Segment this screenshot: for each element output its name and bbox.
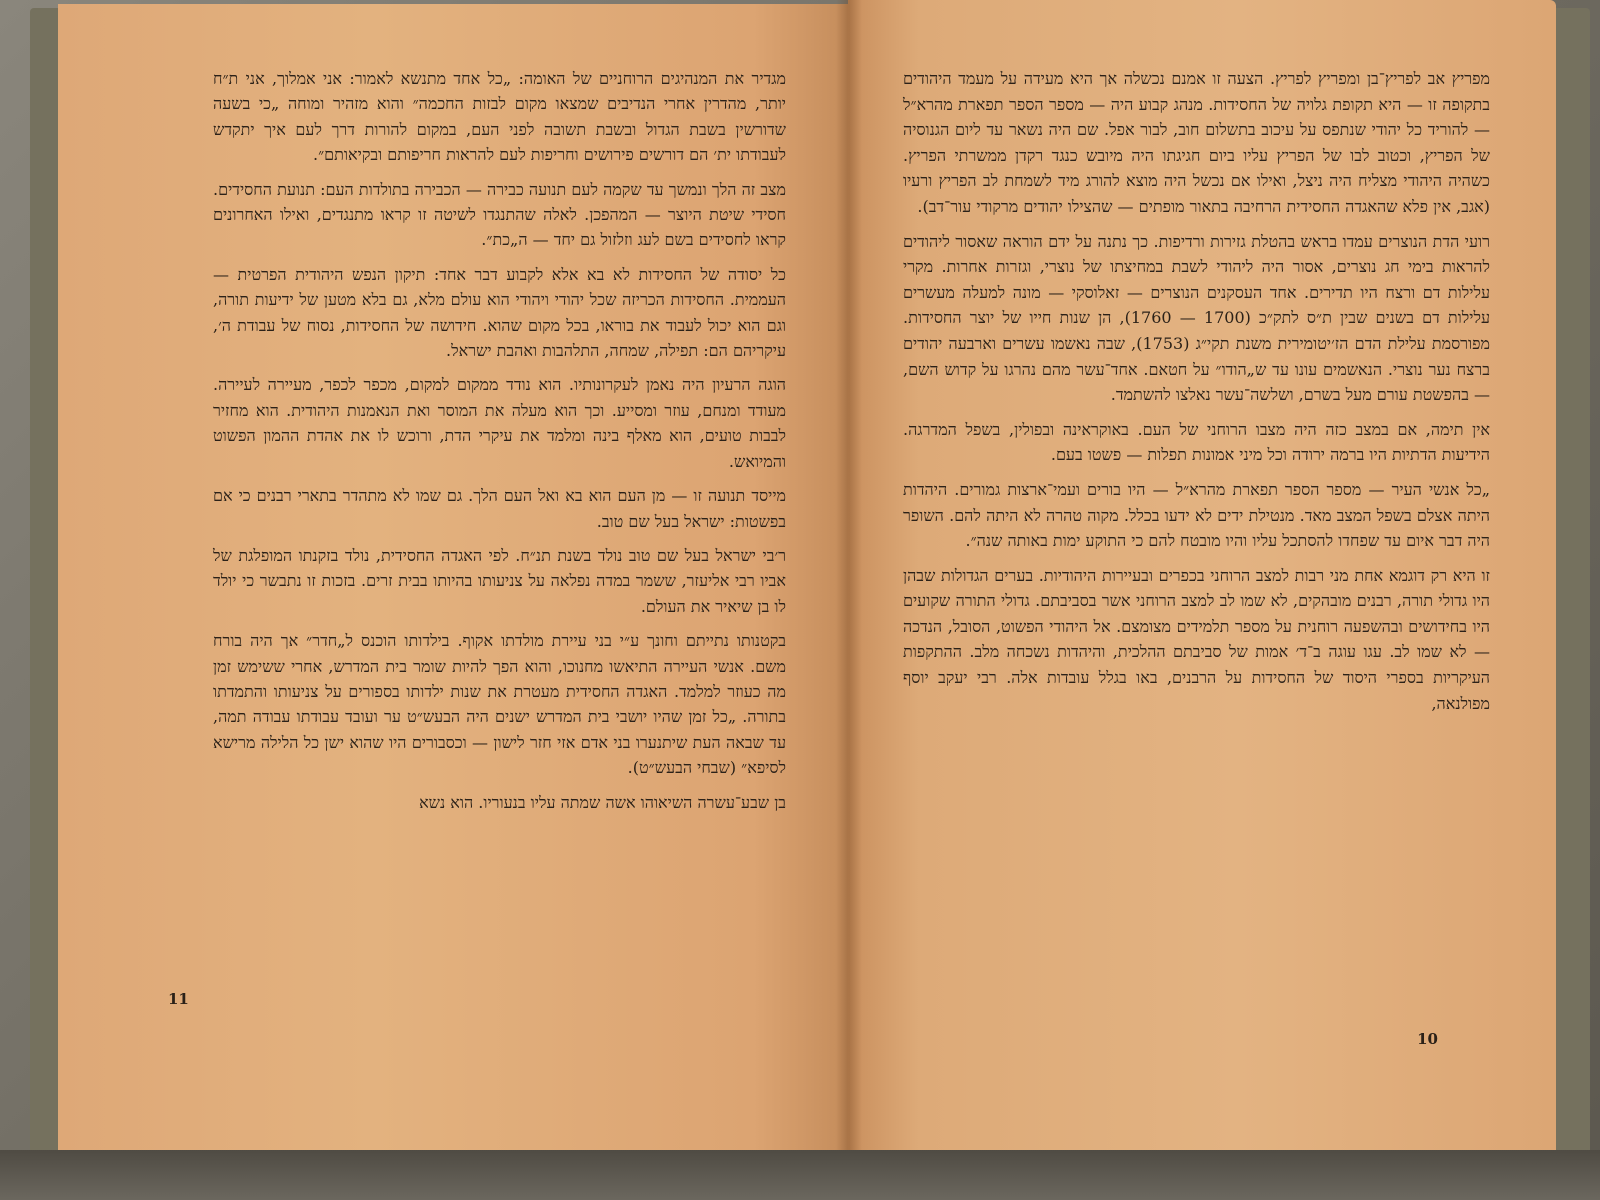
paragraph: זו היא רק דוגמא אחת מני רבות למצב הרוחני בכפרים ובעיירות היהודיות. בערים הגדולות שבהן היו גדולי תורה, רבנים מובהקים, לא שמו לב למצב הרוחני אשר בסביבתם. גדולי התורה שקועים היו בחידושים ובהשפעה רוחנית על מספר תלמידים מצומצם. אל היהודי הפשוט, הסובל, הנדכה — לא שמו לב. עגו עוגה ב־ד׳ אמות של סביבתם ההלכית, והיהדות נשכחה מלב. ההתקפות העיקריות בספרי היסוד של החסידות על הרבנים, באו בגלל עובדות אלה. רבי יעקב יוסף מפולנאה,	[903, 565, 1491, 713]
paragraph: הוגה הרעיון היה נאמן לעקרונותיו. הוא נודד ממקום למקום, מכפר לכפר, מעיירה לעיירה. מעודד ומנחם, עוזר ומסייע. וכך הוא מעלה את המוסר ואת הנאמנות היהודית. הוא מחזיר לבבות טועים, הוא מאלף בינה ומלמד את עיקרי הדת, ורוכש לו את אהדת ההמון הפשוט והמיואש.	[213, 375, 786, 471]
paragraph: רועי הדת הנוצרים עמדו בראש בהטלת גזירות ורדיפות. כך נתנה על ידם הוראה שאסור ליהודים להראות בימי חג נוצרים, אסור היה ליהודי לשבת במחיצתו של נוצרי, וגזרות אחרות. מקרי עלילות דם ורצח היו תדירים. אחד העסקנים הנוצרים — זאלוסקי — מונה למעלה מעשרים עלילות דם בשנים שבין ת״ס לתק״כ (1700 — 1760), הן שנות חייו של יוצר החסידות. מפורסמת עלילת הדם הז׳יטומירית משנת תקי״ג (1753), שבה נאשמו עשרים וארבעה יהודים ברצח נער נוצרי. הנאשמים עונו עד ש„הודו״ על חטאם. אחד־עשר מהם נהרגו על קדוש השם, — בהפשטת עורם מעל בשרם, ושלשה־עשר נאלצו להשתמד.	[903, 231, 1491, 405]
paragraph: מייסד תנועה זו — מן העם הוא בא ואל העם הלך. גם שמו לא מתהדר בתארי רבנים כי אם בפשטות: ישראל בעל שם טוב.	[213, 486, 786, 531]
page-number: 11	[168, 990, 189, 1008]
left-page	[58, 4, 848, 1154]
paragraph: כל יסודה של החסידות לא בא אלא לקבוע דבר אחד: תיקון הנפש היהודית הפרטית — העממית. החסידות הכריזה שכל יהודי ויהודי הוא עולם מלא, גם בלא מטען של ידיעות תורה, וגם הוא יכול לעבוד את בוראו, בכל מקום שהוא. חידושה של החסידות, נסוח של עבודת ה׳, עיקריהם הם: תפילה, שמחה, התלהבות ואהבת ישראל.	[213, 264, 786, 361]
paragraph: מגדיר את המנהיגים הרוחניים של האומה: „כל אחד מתנשא לאמור: אני אמלוך, אני ת״ח יותר, מהדרין אחרי הנדיבים שמצאו מקום לבזות החכמה״ והוא מזהיר ומוחה „כי בשעה שדורשין בשבת הגדול ובשבת תשובה לפני העם, במקום להורות דרך לעם איך יתקדש לעבודתו ית׳ הם דורשים פירושים וחריפות לעם להראות חריפותם ובקיאותם״.	[213, 69, 786, 165]
page-number: 10	[1417, 1030, 1438, 1048]
paragraph: מפריץ אב לפריץ־בן ומפריץ לפריץ. הצעה זו אמנם נכשלה אך היא מעידה על מעמד היהודים בתקופה זו — היא תקופת גלויה של החסידות. מנהג קבוע היה — מספר הספר תפארת מהרא״ל — להוריד כל יהודי שנתפס על עיכוב בתשלום חוב, לבור אפל. שם היה נשאר עד ליום הגנוסיה של הפריץ, וכטוב לבו של הפריץ עליו ביום חגיגתו היה מיובש כנגד רקדן ממשרתי הפריץ. כשהיה היהודי מצליח היה ניצל, ואילו אם נכשל היה מוצא להורג מיד לשמחת לב הפריץ ורעיו (אגב, אין פלא שהאגדה החסידית הרחיבה בתאור מופתים — שהצילו יהודים מרקודי עור־דב).	[903, 69, 1491, 216]
paragraph: אין תימה, אם במצב כזה היה מצבו הרוחני של העם. באוקראינה ובפולין, בשפל המדרגה. הידיעות הדתיות היו ברמה ירודה וכל מיני אמונות תפלות — פשטו בעם.	[903, 419, 1490, 465]
paragraph: בן שבע־עשרה השיאוהו אשה שמתה עליו בנעוריו. הוא נשא	[419, 792, 786, 812]
paragraph: „כל אנשי העיר — מספר הספר תפארת מהרא״ל — היו בורים ועמי־ארצות גמורים. היהדות היתה אצלם בשפל המצב מאד. מנטילת ידים לא ידעו בכלל. מקוה טהרה לא היתה להם. השופר היה דבר איום עד שפחדו להסתכל עליו והיו מובטח להם כי התוקע ימות באותה שנה״.	[903, 479, 1490, 551]
left-page-text	[213, 66, 786, 815]
paragraph: ר׳בי ישראל בעל שם טוב נולד בשנת תנ״ח. לפי האגדה החסידית, נולד בזקנתו המופלגת של אביו רבי אליעזר, ששמר במדה נפלאה על צניעותו בהיותו בבית זרים. בזכות זו נתבשר כי יולד לו בן שיאיר את העולם.	[213, 545, 786, 616]
paragraph: בקטנותו נתייתם וחונך ע״י בני עיירת מולדתו אקוף. בילדותו הוכנס ל„חדר״ אך היה בורח משם. אנשי העיירה התיאשו מחנוכו, והוא הפך להיות שומר בית המדרש, אחרי ששימש זמן מה כעוזר למלמד. האגדה החסידית מעטרת את שנות ילדותו בספורים על צניעותו והתמדתו בתורה. „כל זמן שהיו יושבי בית המדרש ישנים היה הבעש״ט ער ועובד עבודתו עבודה תמה, עד שבאה העת שיתנערו בני אדם אזי חזר לישון — וכסבורים היו שהוא ישן כל הלילה מרישא לסיפא״ (שבחי הבעש״ט).	[213, 631, 786, 778]
right-page	[848, 0, 1556, 1150]
book-gutter	[836, 0, 862, 1150]
right-page-text	[903, 66, 1490, 716]
paragraph: מצב זה הלך ונמשך עד שקמה לעם תנועה כבירה — הכבירה בתולדות העם: תנועת החסידים. חסידי שיטת היוצר — המהפכן. לאלה שהתנגדו לשיטה זו קראו מתנגדים, ואילו האחרונים קראו לחסידים בשם לעג וזלזול גם יחד — ה„כת״.	[213, 179, 786, 250]
table-shadow	[0, 1150, 1600, 1200]
